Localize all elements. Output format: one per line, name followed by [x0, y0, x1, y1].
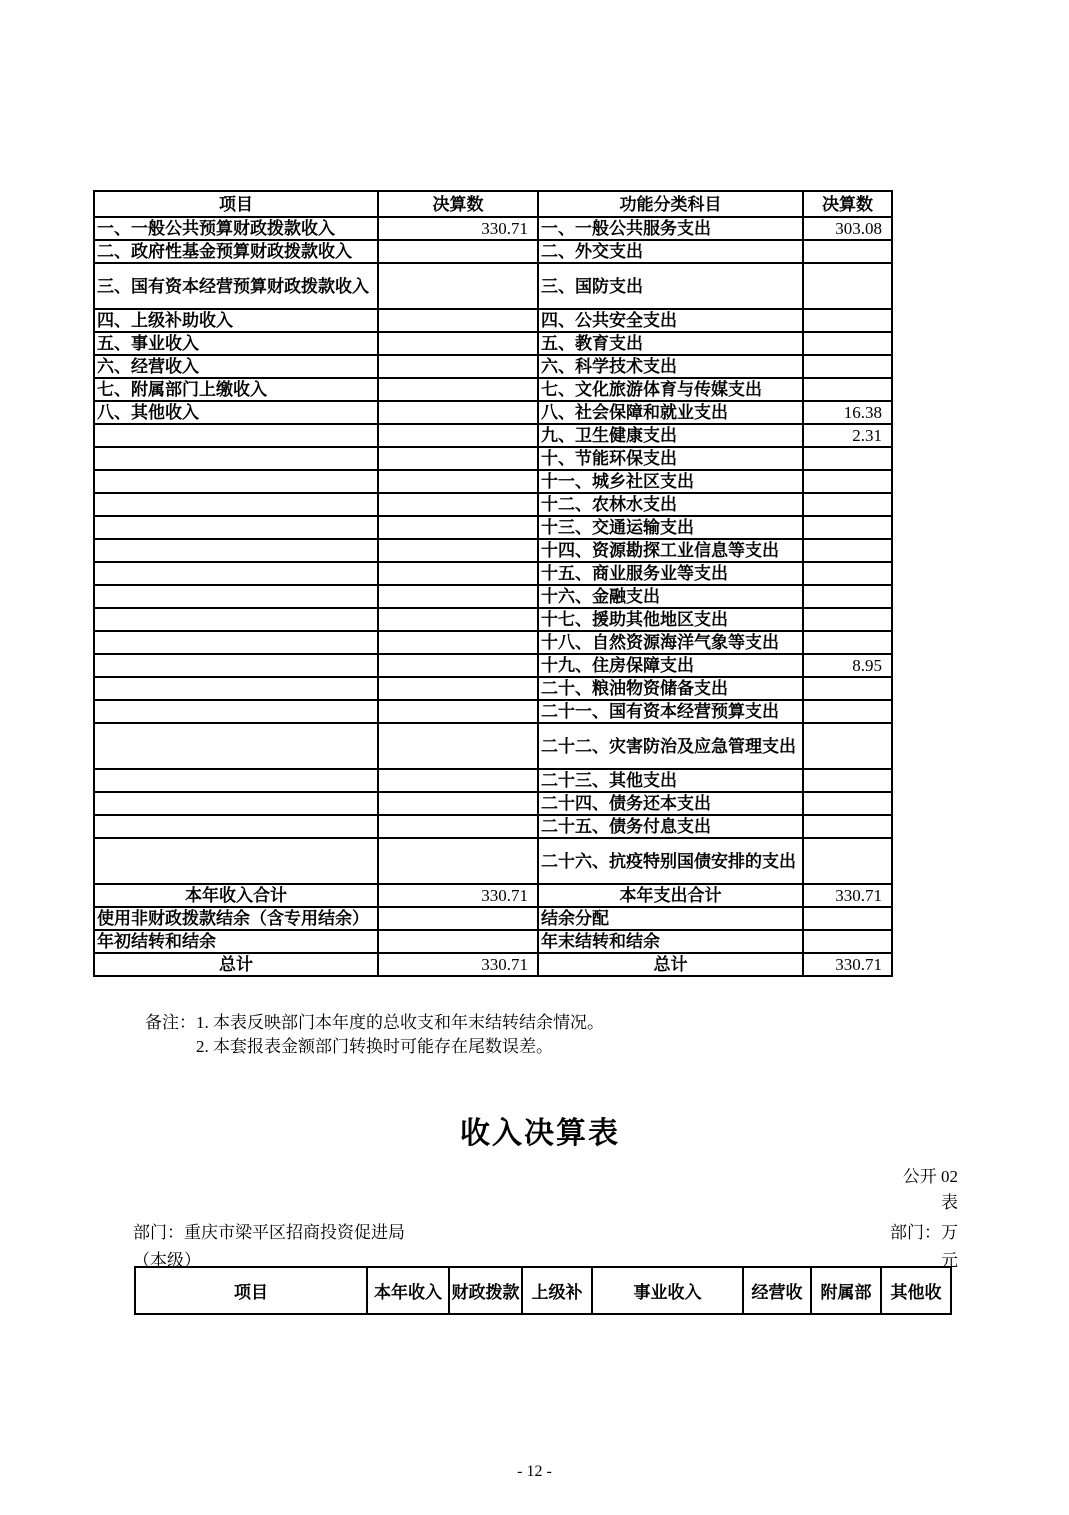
row-value-expense [803, 263, 892, 309]
table-row [94, 769, 892, 792]
table-row [94, 470, 892, 493]
row-label-expense: 本年支出合计 [538, 884, 803, 907]
row-label-income [94, 539, 378, 562]
row-value-income [378, 700, 538, 723]
table-row [94, 424, 892, 447]
unit-line-1: 部门：万 [890, 1223, 958, 1242]
table-row [94, 332, 892, 355]
table-row [94, 401, 892, 424]
note-line-2: 2. 本套报表金额部门转换时可能存在尾数误差。 [196, 1037, 553, 1056]
table-row [94, 309, 892, 332]
summary-table-body [94, 217, 892, 976]
row-value-income [378, 516, 538, 539]
row-label-expense: 八、社会保障和就业支出 [538, 401, 803, 424]
row-value-income [378, 447, 538, 470]
row-value-expense: 330.71 [803, 884, 892, 907]
income-table-header [134, 1266, 952, 1315]
row-label-income [94, 493, 378, 516]
row-label-expense: 结余分配 [538, 907, 803, 930]
table-row [94, 700, 892, 723]
table-row [94, 815, 892, 838]
row-value-income [378, 815, 538, 838]
row-label-expense: 二十、粮油物资储备支出 [538, 677, 803, 700]
row-label-expense: 十三、交通运输支出 [538, 516, 803, 539]
table-row [94, 953, 892, 976]
row-value-expense [803, 792, 892, 815]
department-level: （本级） [133, 1251, 201, 1270]
row-value-income: 330.71 [378, 217, 538, 240]
row-label-income: 三、国有资本经营预算财政拨款收入 [94, 263, 378, 309]
row-value-expense [803, 723, 892, 769]
row-value-expense [803, 470, 892, 493]
row-label-expense: 十二、农林水支出 [538, 493, 803, 516]
row-label-expense: 二十一、国有资本经营预算支出 [538, 700, 803, 723]
row-value-income [378, 608, 538, 631]
notes-block [145, 1011, 604, 1059]
table-row [94, 723, 892, 769]
row-value-income: 330.71 [378, 884, 538, 907]
col-header-functional-category: 功能分类科目 [538, 191, 803, 217]
row-value-expense [803, 539, 892, 562]
income-col-other-income: 其他收 [881, 1267, 951, 1314]
row-value-income [378, 930, 538, 953]
row-label-income: 四、上级补助收入 [94, 309, 378, 332]
income-col-item: 项目 [135, 1267, 367, 1314]
row-value-income [378, 838, 538, 884]
row-value-expense [803, 585, 892, 608]
row-label-income [94, 631, 378, 654]
row-label-income: 使用非财政拨款结余（含专用结余） [94, 907, 378, 930]
row-label-income: 本年收入合计 [94, 884, 378, 907]
row-value-expense [803, 677, 892, 700]
row-label-expense: 五、教育支出 [538, 332, 803, 355]
col-header-item: 项目 [94, 191, 378, 217]
row-value-expense [803, 838, 892, 884]
row-label-income: 年初结转和结余 [94, 930, 378, 953]
table-row [94, 631, 892, 654]
row-value-expense: 303.08 [803, 217, 892, 240]
col-header-final-amount-expense: 决算数 [803, 191, 892, 217]
department-name: 部门：重庆市梁平区招商投资促进局 [133, 1223, 405, 1242]
income-col-operating-income: 事业收入 [592, 1267, 743, 1314]
form-code-line-1: 公开 02 [902, 1167, 958, 1186]
row-value-income [378, 470, 538, 493]
row-value-income [378, 769, 538, 792]
row-value-expense [803, 378, 892, 401]
row-label-expense: 四、公共安全支出 [538, 309, 803, 332]
row-label-expense: 总计 [538, 953, 803, 976]
table-row [94, 608, 892, 631]
row-value-expense [803, 907, 892, 930]
table-row [94, 930, 892, 953]
notes-lines [196, 1011, 604, 1059]
row-label-income: 五、事业收入 [94, 332, 378, 355]
row-label-expense: 六、科学技术支出 [538, 355, 803, 378]
row-label-expense: 二十三、其他支出 [538, 769, 803, 792]
row-label-income: 八、其他收入 [94, 401, 378, 424]
row-value-expense [803, 309, 892, 332]
row-label-expense: 十、节能环保支出 [538, 447, 803, 470]
table-row [94, 217, 892, 240]
row-value-expense [803, 608, 892, 631]
row-value-income [378, 631, 538, 654]
row-value-expense [803, 815, 892, 838]
table-row [94, 907, 892, 930]
row-value-income [378, 332, 538, 355]
row-label-income [94, 470, 378, 493]
row-value-expense: 2.31 [803, 424, 892, 447]
income-col-superior-subsidy: 上级补 [522, 1267, 592, 1314]
row-value-expense [803, 631, 892, 654]
row-value-expense [803, 240, 892, 263]
table-row [94, 562, 892, 585]
row-value-expense [803, 516, 892, 539]
row-value-income [378, 240, 538, 263]
row-label-income [94, 769, 378, 792]
table-row [94, 447, 892, 470]
table-row [94, 585, 892, 608]
row-label-income: 一、一般公共预算财政拨款收入 [94, 217, 378, 240]
row-value-income [378, 907, 538, 930]
table-row [94, 539, 892, 562]
row-value-income [378, 263, 538, 309]
row-label-expense: 九、卫生健康支出 [538, 424, 803, 447]
row-value-income [378, 792, 538, 815]
row-value-income [378, 309, 538, 332]
row-value-income [378, 677, 538, 700]
row-label-expense: 十九、住房保障支出 [538, 654, 803, 677]
row-value-income [378, 585, 538, 608]
row-label-income [94, 562, 378, 585]
form-code [0, 1164, 958, 1216]
table-row [94, 240, 892, 263]
row-label-income: 六、经营收入 [94, 355, 378, 378]
row-value-income [378, 424, 538, 447]
notes-label: 备注： [145, 1013, 196, 1032]
row-value-income [378, 654, 538, 677]
row-label-income: 七、附属部门上缴收入 [94, 378, 378, 401]
table-row [94, 792, 892, 815]
row-value-expense [803, 700, 892, 723]
note-line-1: 1. 本表反映部门本年度的总收支和年末结转结余情况。 [196, 1013, 604, 1032]
row-label-expense: 年末结转和结余 [538, 930, 803, 953]
row-value-expense [803, 769, 892, 792]
row-value-expense: 8.95 [803, 654, 892, 677]
row-label-expense: 二十六、抗疫特别国债安排的支出 [538, 838, 803, 884]
row-value-expense [803, 493, 892, 516]
row-label-expense: 十四、资源勘探工业信息等支出 [538, 539, 803, 562]
row-value-expense: 16.38 [803, 401, 892, 424]
row-value-expense [803, 332, 892, 355]
row-label-expense: 十七、援助其他地区支出 [538, 608, 803, 631]
table-row [94, 677, 892, 700]
row-value-expense [803, 447, 892, 470]
row-label-expense: 二十四、债务还本支出 [538, 792, 803, 815]
summary-header-row [94, 191, 892, 217]
table-row [94, 355, 892, 378]
row-label-income [94, 654, 378, 677]
row-value-expense [803, 355, 892, 378]
row-label-income [94, 677, 378, 700]
row-value-expense: 330.71 [803, 953, 892, 976]
table-row [94, 654, 892, 677]
income-col-business-income: 经营收 [743, 1267, 811, 1314]
row-label-income [94, 424, 378, 447]
row-label-expense: 二、外交支出 [538, 240, 803, 263]
row-value-income [378, 562, 538, 585]
row-label-expense: 三、国防支出 [538, 263, 803, 309]
row-label-income [94, 792, 378, 815]
table-row [94, 263, 892, 309]
row-label-income [94, 723, 378, 769]
row-label-income [94, 447, 378, 470]
row-label-income: 二、政府性基金预算财政拨款收入 [94, 240, 378, 263]
row-label-expense: 十一、城乡社区支出 [538, 470, 803, 493]
row-label-income [94, 516, 378, 539]
row-label-expense: 二十二、灾害防治及应急管理支出 [538, 723, 803, 769]
table-row [94, 838, 892, 884]
row-label-income [94, 815, 378, 838]
income-col-current-year-income: 本年收入 [367, 1267, 449, 1314]
row-label-income [94, 608, 378, 631]
row-value-expense [803, 562, 892, 585]
col-header-final-amount-income: 决算数 [378, 191, 538, 217]
row-value-income [378, 539, 538, 562]
table-row [94, 378, 892, 401]
page-number: - 12 - [517, 1463, 552, 1480]
row-label-income [94, 585, 378, 608]
row-label-income: 总计 [94, 953, 378, 976]
form-code-line-2: 表 [941, 1193, 958, 1212]
budget-summary-table [93, 190, 893, 977]
unit-line-2: 元 [941, 1251, 958, 1270]
table-row [94, 516, 892, 539]
row-value-income: 330.71 [378, 953, 538, 976]
row-value-expense [803, 930, 892, 953]
row-label-expense: 十五、商业服务业等支出 [538, 562, 803, 585]
row-value-income [378, 401, 538, 424]
row-value-income [378, 493, 538, 516]
income-col-fiscal-appropriation: 财政拨款 [449, 1267, 522, 1314]
income-header-row [135, 1267, 951, 1314]
row-value-income [378, 355, 538, 378]
row-label-expense: 二十五、债务付息支出 [538, 815, 803, 838]
income-col-affiliated-dept: 附属部 [811, 1267, 881, 1314]
income-table-title: 收入决算表 [460, 1117, 620, 1150]
row-label-expense: 十八、自然资源海洋气象等支出 [538, 631, 803, 654]
row-label-expense: 七、文化旅游体育与传媒支出 [538, 378, 803, 401]
row-label-expense: 十六、金融支出 [538, 585, 803, 608]
table-row [94, 493, 892, 516]
row-label-income [94, 838, 378, 884]
row-value-income [378, 378, 538, 401]
row-label-income [94, 700, 378, 723]
table-row [94, 884, 892, 907]
row-label-expense: 一、一般公共服务支出 [538, 217, 803, 240]
row-value-income [378, 723, 538, 769]
